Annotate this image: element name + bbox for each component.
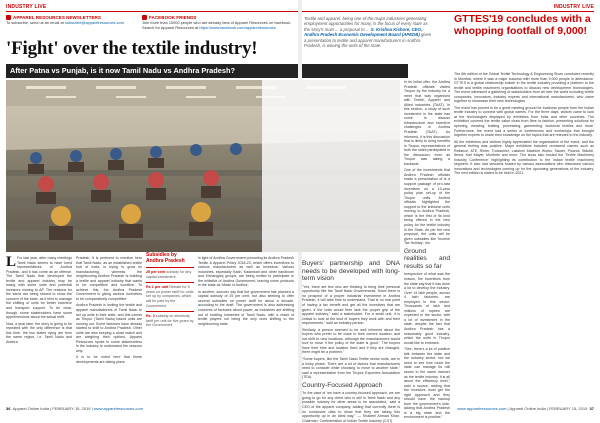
article-paragraph: In another, sources say that the government has planned a capital subsidy of 25 per cent, but also seeking to offer several subsidies on power tariff for about a decade, according to the draft. The government is also addressing concerns of factories about power, as industries are shifting out of existing industries of Tamil Nadu, with a result of textile players not being the only ones shifting to the neighbouring state.	[198, 289, 294, 326]
article-paragraph: Pradesh. It is pertinent to mention here that Tamil Nadu, as an established textile hub of India, is trying to grow its manufacturing, whereas the neighbouring Andhra Pradesh is building a textile and apparel industry that wants to be competitive and lucrative. To achieve this, the Andhra Pradesh Government is giving various incentives to be comparatively competitive.	[76, 256, 142, 301]
footer-left: 36 Apparel Online India | FEBRUARY 15, 2019 | www.apparelresources.com	[6, 406, 143, 411]
sidebar-item-value: Rs 1 per unit	[146, 285, 169, 290]
subsidies-sidebar	[146, 252, 194, 328]
article-paragraph: It is to be noted here that these developments are taking place	[76, 355, 142, 365]
sidebar-item-value: Rs. 2	[146, 314, 156, 319]
sidebar-item	[146, 311, 194, 328]
issue-date: FEBRUARY 15, 2019	[52, 406, 91, 411]
subhead-country-focused: Country-Focused Approach	[302, 381, 383, 389]
article-paragraph: Now, a year later, the story is going to be repeated with the only difference is that this time, the two states vying are from the same region, i.e. Tamil Nadu and Andhra	[6, 321, 72, 344]
page-number: 37	[589, 406, 594, 411]
article-paragraph: In its initial offer, the Andhra Pradesh officials visited Tirupur by the industry for a meet that was organised with Textile, Apparel and Allied industries (TAAT). In this section, a study of such investment in the state has come to discuss Infrastructure and incentive challenges in Andhra Pradesh (TAAT). As informed, it is this discussion that is likely to bring benefits in Tirupur, representatives of both the sides participated in the discussion, even as Tirupur was taking a backseat.	[404, 80, 450, 166]
section-runner-left: INDUSTRY LIVE	[6, 4, 47, 10]
article-paragraph: Irrespective of what was the reason, the incentives from the state say that it has done a lot to develop the industry. Over 14 lakh people, across 4 lakh factories, are employed in this sector. Thousands of lakh and millions of rupees are expected in the sector, with a lot of investment in the state, despite the fact that Andhra Pradesh has a reasonably good industry, which the units in Tirupur would like to embrace.	[404, 272, 450, 345]
page-headline: 'Fight' over the textile industry!	[6, 38, 258, 59]
right-page	[302, 0, 600, 423]
facebook-url[interactable]: https://www.facebook.com/apparelresources	[199, 24, 276, 30]
facebook-heading: FACEBOOK FRIENDS	[149, 15, 197, 20]
publication-name: Apparel Online India	[509, 406, 546, 411]
right-article-column-0	[302, 258, 400, 423]
article-paragraph: "In the case of 'we have a country-focused approach, we are going to go for any client who is still in Tamil Nadu and any possible industry for other areas to be associated,' said a CEO of the apparel company, adding that currently there is no conclusive data to show that they are taking this opportunity up in an ideal way." — Shakeel Ahmad Khan, Chairman, Confederation of Indian Textile Industry (CITI)	[302, 391, 400, 423]
issue-date: FEBRUARY 15, 2019	[548, 406, 588, 411]
sidebar-title: Subsidies by Andhra Pradesh	[146, 252, 185, 264]
subhead-ground-realities: Ground realities and results so far	[404, 247, 450, 270]
article-paragraph: Similarly, a person seemed to be well informed about the buyers who prefer to be close to their current location, and not shift to new locations, although the manufacturers would love to move if the policy of the state is good." The buyers have their time and location fixed and if they are changed, there might be a problem."	[302, 327, 400, 355]
article-paragraph: The event has proved to be a great meeting ground for business people from the Indian textile industry to connect with global names. For the three days, visitors came to look at the technologies displayed by exhibitors from India and other countries. The exhibition covered the textile value chain from fibre to fashion, presenting solutions for spinning, weaving, knitting, processing, garmenting, technical textiles and more. Furthermore, the event had a series of conferences and workshops that brought together experts to share their knowledge on the topics that are relevant to the industry.	[454, 105, 594, 138]
article-column-4	[198, 256, 294, 328]
gttes-article-body	[454, 72, 594, 408]
runner-rule-left	[6, 11, 298, 12]
newsletter-promo	[6, 15, 134, 26]
article-paragraph: "Some buyers, like the Tamil Nadu Textile sector units, are in a tricky phase. There are a lot of factors that manufacturers need to consider while choosing to move to another state," said a representative from the Tirupur Exporters Association (TEA).	[302, 356, 400, 380]
sidebar-item	[146, 282, 194, 308]
article-paragraph: All the exhibitors and visitors highly appreciated the organisation of the event, and the general feeling was positive. Major exhibitors included renowned names such as Reliance, ATE, Rieter, Trutzschler, Lakshmi Machine Works, Saurer, Picanol, Stäubli, Itema, Karl Mayer, Monforts and more. The show also hosted the 'Textile Machinery Industry Conference' highlighting its contribution to the Indian textile machinery segment. It also had sessions hosted by various associations who discussed various innovations and technologies coming up for the upcoming generations of the industry. The next edition is slated to be held in 2021.	[454, 139, 594, 176]
footer-right: www.apparelresources.com | Apparel Online India | FEBRUARY 15, 2019 37	[457, 406, 594, 411]
sidebar-item-text: subsidy on electricity tariff per unit for five years by the Government	[146, 314, 194, 328]
publication-url[interactable]: www.apparelresources.com	[457, 406, 507, 411]
newsletter-text: To subscribe, send us an email at	[6, 20, 64, 25]
newsletter-email[interactable]: subscribe@apparelresources.com	[64, 20, 124, 25]
section-runner-right: INDUSTRY LIVE	[553, 4, 594, 10]
article-paragraph: One of the investments that Andhra Pradesh officials made a presentation of is a support package of pro-rata incentives on a 10-year policy plan set-up of the Tirupur units. Andhra officials highlighted the support to the knitwear units moving to Andhra Pradesh, which is the first of its kind being offered in the new policy for the textile industry in the State. As per the new proposal, the units will be given subsidies like 'Income Tax Holiday', etc.	[404, 168, 450, 246]
pull-quote	[304, 16, 434, 48]
subhead-buyers-partnership: Buyers' partnership and DNA needs to be developed with long-term vision	[302, 260, 400, 283]
facebook-text: Join more than 10000 people who are already fans of Apparel Resources on facebook. Search for Apparel Resources at	[142, 20, 292, 30]
article-paragraph: in light of Andhra Government promoting its Andhra Pradesh Textile & Apparel Policy 2018-23, which offers incentives to various manufacturers as well as investors. Various industries, especially Kadri, Kalamkari and other handloom and Kishanganj groups, are being invited to participate in the initiative of Andhra Government, leaving some products in the state as 'Made in Andhra'.	[198, 256, 294, 288]
publication-name: Apparel Online India	[12, 406, 49, 411]
article-paragraph: "See, there's a lot of positive talk between the state and the industry sector, but we need to see how much the state can manage its mill sector in the same manner as the textile industry. It is all about the efficiency level," said a source, adding that the investors must get the right approach and they should have the backup from the government's side, adding that Andhra Pradesh is a big state and the environment is positive."	[404, 347, 450, 420]
sidebar-item	[146, 267, 194, 279]
gttes-headline: GTTES'19 concludes with a whopping footfall of 9,000!	[454, 13, 591, 37]
article-column-2	[76, 256, 142, 367]
runner-rule-right	[302, 11, 594, 12]
newsletter-heading: APPAREL RESOURCES NEWSLETTERS	[13, 15, 101, 20]
publication-url[interactable]: www.apparelresources.com	[93, 406, 143, 411]
article-paragraph: "Yes, there are few who are thinking to bring their personal opportunity like the Tamil Nadu Governments. Since there is no prospect of a proper industrial investment in Andhra Pradesh, it will take time to understand. That is no real point of having a tax benefit and get all the incentives that are given, if the units would then lack the proper grip of the apparel industry," said a stakeholder. For a small unit, it is critical to look at the kind of buyers they work with and their requirements," said an industry person.	[302, 284, 400, 326]
quote-speaker: S. Krishna Kishore, CEO, Andhra Pradesh Economic Development Board (APEDB)	[304, 26, 423, 38]
deck-continuation	[302, 64, 408, 78]
page-number: 36	[6, 406, 11, 411]
right-article-column-1	[404, 80, 450, 420]
facebook-promo	[142, 15, 296, 30]
headline-deck: After Patna vs Punjab, is it now Tamil Nadu vs Andhra Pradesh?	[6, 64, 298, 78]
article-paragraph: Andhra Pradesh is inviting the textile and apparel manufacturers of Tamil Nadu to set up units in their state, and this comes as Tirupur (Tamil Nadu) based units are moving out. Some factories have already started to shift to Andhra Pradesh. Other units are also keeping a close watch and are weighing their options. Apparel Resources spoke to some stakeholders in the industry to understand the reasons why.	[76, 303, 142, 353]
sidebar-item-value: 25 per cent	[146, 270, 166, 274]
sidebar-item-text: Rebate for 5 years on power tariff for units set up by companies, which will be paid by the Government	[146, 285, 194, 308]
drop-cap: L	[6, 254, 17, 270]
sidebar-item-text: subsidy for any capital investment	[146, 270, 192, 279]
quote-text: Textile and apparel, being one of the major industries generating employment opportunities for many, is the focus of every state as the story's main ... a proposal to ...	[304, 16, 428, 32]
article-paragraph: The 6th edition of the Global Textile Technology & Engineering Show concluded recently in Mumbai, where it was a major success with more than 9,000 people in attendance. GTTES is a global relationship builder in the textile industry providing a platform to the textile and textile machinery organisations to discuss new development technologies. The event witnessed a gathering of stakeholders from all over the world including textile companies, innovators, industry experts and international manufacturers, who came together to showcase their new technologies.	[454, 72, 594, 104]
quote-tail: given a presentation to textile and apparel manufacturers in Andhra Pradesh, is wooing the units of the state.	[304, 32, 432, 49]
article-paragraph: For last year, after many meetings Tamil Nadu seems to have lured representatives of Andhra Pradesh, and it has come as an offense. The Tamil Nadu that developed the textile and apparel industry may be losing with some units and potential investors moving to AP. The reasons for the same are being shared to show the concern of the state, as it tries to manage the shifting of units for better incentive and transport support. To be clear, though, some stakeholders have some apprehensions about the actual shift.	[6, 256, 72, 320]
article-column-1	[6, 256, 72, 346]
